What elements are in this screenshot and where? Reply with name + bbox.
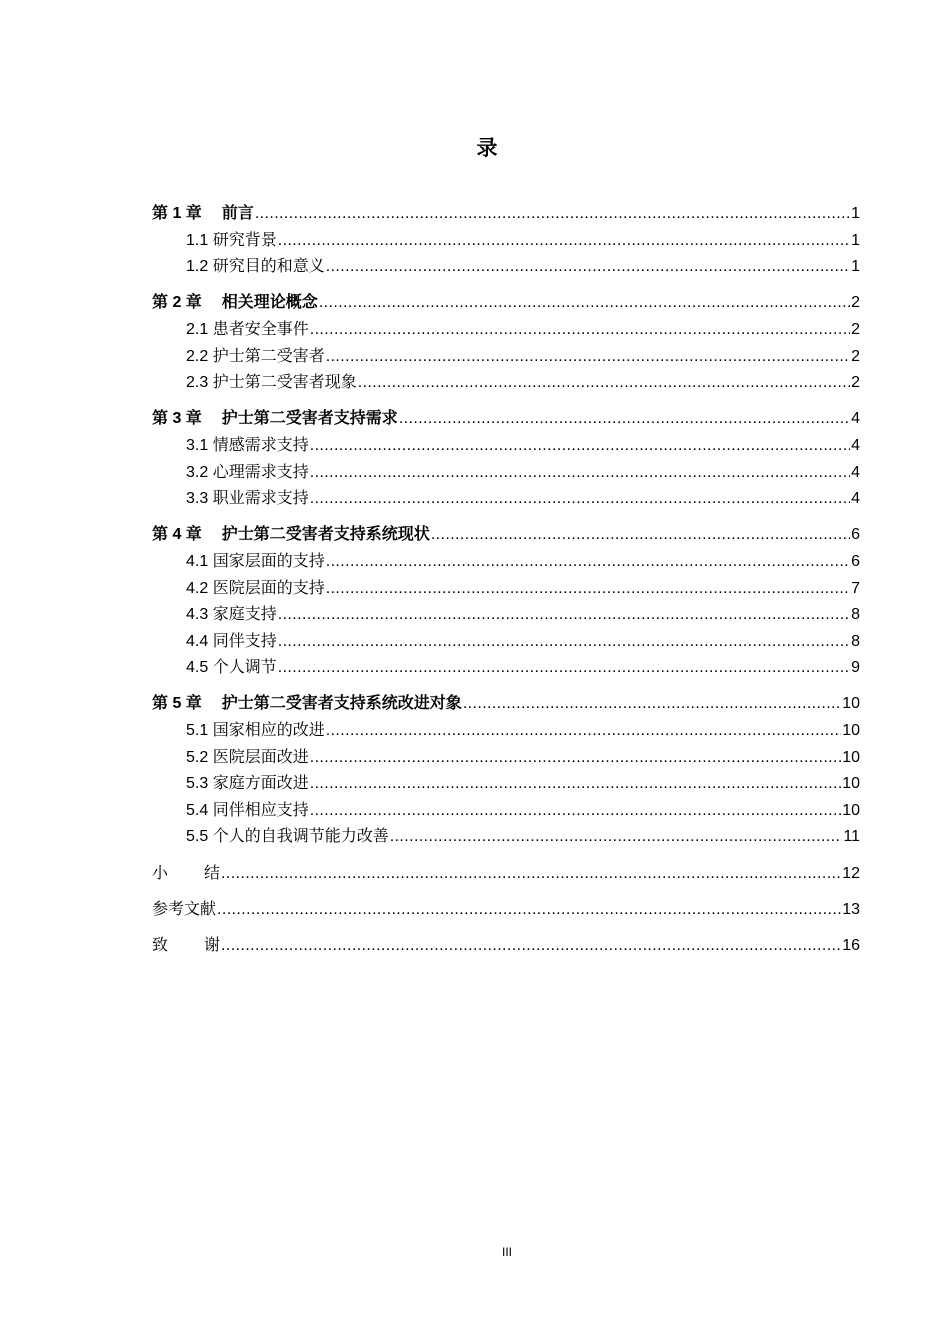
toc-text: 医院层面改进 <box>212 748 309 766</box>
toc-leader <box>278 602 850 629</box>
toc-text: 护士第二受害者现象 <box>212 374 357 392</box>
toc-leader <box>326 718 841 745</box>
toc-text: 谢 <box>204 937 221 954</box>
toc-leader <box>310 771 841 798</box>
toc-number: 第 4 章 <box>152 526 202 544</box>
toc-text: 国家层面的支持 <box>212 552 325 570</box>
toc-page-number: 1 <box>851 231 860 249</box>
toc-leader <box>390 824 843 851</box>
toc-leader <box>221 861 841 888</box>
toc-section-2-3[interactable] <box>152 370 860 397</box>
footer-page-number: III <box>501 1245 512 1259</box>
toc-number: 5.5 <box>186 828 209 846</box>
toc-text: 同伴支持 <box>212 632 277 650</box>
toc-leader <box>310 433 850 460</box>
toc-page-number: 7 <box>851 579 860 597</box>
toc-number: 小 <box>152 864 169 882</box>
toc-text: 职业需求支持 <box>212 490 309 508</box>
toc-leader <box>326 344 850 371</box>
toc-page-number: 4 <box>851 463 860 481</box>
toc-text: 护士第二受害者支持系统现状 <box>221 526 430 544</box>
toc-number: 1.1 <box>186 231 209 249</box>
toc-chapter-2[interactable] <box>152 290 860 317</box>
toc-leader <box>326 549 850 576</box>
toc-section-3-3[interactable] <box>152 486 860 513</box>
toc-number: 2.3 <box>186 374 209 392</box>
toc-number: 3.3 <box>186 490 209 508</box>
toc-page-number: 8 <box>851 632 860 650</box>
toc-section-4-3[interactable] <box>152 602 860 629</box>
toc-leader <box>310 460 850 487</box>
toc-number: 5.4 <box>186 801 209 819</box>
toc-text: 同伴相应支持 <box>212 801 309 819</box>
toc-page-number: 2 <box>851 374 860 392</box>
toc-number: 第 1 章 <box>152 205 202 222</box>
toc-page-number: 2 <box>851 294 860 312</box>
toc-acknowledgements[interactable] <box>152 933 860 960</box>
toc-page-number: 13 <box>842 900 860 918</box>
toc-number: 3.2 <box>186 463 209 481</box>
toc-leader <box>399 406 850 433</box>
toc-number: 1.2 <box>186 258 209 276</box>
toc-text: 患者安全事件 <box>212 320 309 338</box>
toc-leader <box>278 629 850 656</box>
toc-chapter-1[interactable] <box>152 201 860 228</box>
toc-number: 4.4 <box>186 632 209 650</box>
toc-text: 个人调节 <box>212 659 277 677</box>
toc-section-3-1[interactable] <box>152 433 860 460</box>
toc-section-4-5[interactable] <box>152 655 860 682</box>
toc-number: 5.1 <box>186 722 209 740</box>
toc-number: 2.2 <box>186 347 209 365</box>
toc-page-number: 9 <box>851 659 860 677</box>
toc-page-number: 6 <box>851 552 860 570</box>
toc-text: 个人的自我调节能力改善 <box>212 828 389 846</box>
toc-section-1-1[interactable] <box>152 228 860 255</box>
toc-text: 护士第二受害者 <box>212 347 325 365</box>
toc-section-4-2[interactable] <box>152 576 860 603</box>
toc-leader <box>217 897 841 924</box>
toc-text: 护士第二受害者支持系统改进对象 <box>221 695 462 713</box>
toc-page-number: 4 <box>851 436 860 454</box>
toc-page-number: 4 <box>851 490 860 508</box>
toc-text: 研究背景 <box>212 231 277 249</box>
toc-summary[interactable] <box>152 861 860 888</box>
toc-section-5-3[interactable] <box>152 771 860 798</box>
toc-number: 2.1 <box>186 320 209 338</box>
toc-chapter-5[interactable] <box>152 691 860 718</box>
toc-leader <box>278 655 850 682</box>
toc-page-number: 10 <box>842 801 860 819</box>
toc-text: 情感需求支持 <box>212 436 309 454</box>
toc-page-number: 1 <box>851 205 860 222</box>
toc-number: 4.5 <box>186 659 209 677</box>
toc-text: 家庭支持 <box>212 606 277 624</box>
toc-number: 第 2 章 <box>152 294 202 312</box>
toc-leader <box>358 370 850 397</box>
toc-leader <box>255 201 850 228</box>
toc-page-number: 10 <box>842 748 860 766</box>
toc-section-5-4[interactable] <box>152 798 860 825</box>
toc-text: 参考文献 <box>152 900 217 918</box>
toc-section-4-4[interactable] <box>152 629 860 656</box>
toc-page-number: 8 <box>851 606 860 624</box>
toc-number: 第 3 章 <box>152 410 202 428</box>
toc-text: 家庭方面改进 <box>212 775 309 793</box>
toc-leader <box>431 522 850 549</box>
table-of-contents <box>152 201 860 960</box>
toc-page-number: 12 <box>842 864 860 882</box>
toc-leader <box>310 486 850 513</box>
toc-leader <box>278 228 850 255</box>
toc-number: 5.3 <box>186 775 209 793</box>
toc-section-5-1[interactable] <box>152 718 860 745</box>
toc-text: 研究目的和意义 <box>212 258 325 276</box>
toc-leader <box>310 745 841 772</box>
toc-page-number: 2 <box>851 320 860 338</box>
toc-number: 4.2 <box>186 579 209 597</box>
toc-text: 心理需求支持 <box>212 463 309 481</box>
toc-number: 4.3 <box>186 606 209 624</box>
toc-page-number: 10 <box>842 775 860 793</box>
toc-title: 录 <box>476 137 499 160</box>
toc-section-5-5[interactable] <box>152 824 860 851</box>
toc-page-number: 11 <box>843 828 860 846</box>
toc-section-5-2[interactable] <box>152 745 860 772</box>
toc-section-2-1[interactable] <box>152 317 860 344</box>
toc-page-number: 10 <box>842 695 860 713</box>
toc-leader <box>326 254 850 281</box>
toc-leader <box>221 933 841 960</box>
toc-leader <box>310 798 841 825</box>
toc-text: 相关理论概念 <box>221 294 318 312</box>
toc-text: 前言 <box>221 205 254 222</box>
toc-page-number: 1 <box>851 258 860 276</box>
toc-section-3-2[interactable] <box>152 460 860 487</box>
toc-references[interactable] <box>152 897 860 924</box>
toc-text: 国家相应的改进 <box>212 722 325 740</box>
toc-chapter-4[interactable] <box>152 522 860 549</box>
toc-section-2-2[interactable] <box>152 344 860 371</box>
toc-number: 第 5 章 <box>152 695 202 713</box>
toc-section-1-2[interactable] <box>152 254 860 281</box>
toc-number: 3.1 <box>186 436 209 454</box>
toc-number: 5.2 <box>186 748 209 766</box>
toc-section-4-1[interactable] <box>152 549 860 576</box>
toc-chapter-3[interactable] <box>152 406 860 433</box>
toc-leader <box>319 290 850 317</box>
toc-leader <box>463 691 841 718</box>
toc-leader <box>326 576 850 603</box>
toc-text: 医院层面的支持 <box>212 579 325 597</box>
toc-page-number: 4 <box>851 410 860 428</box>
toc-number: 4.1 <box>186 552 209 570</box>
toc-page-number: 10 <box>842 722 860 740</box>
toc-page-number: 16 <box>842 937 860 954</box>
toc-text: 结 <box>204 864 221 882</box>
toc-page-number: 6 <box>851 526 860 544</box>
toc-number: 致 <box>152 937 169 954</box>
toc-text: 护士第二受害者支持需求 <box>221 410 398 428</box>
toc-page-number: 2 <box>851 347 860 365</box>
toc-leader <box>310 317 850 344</box>
